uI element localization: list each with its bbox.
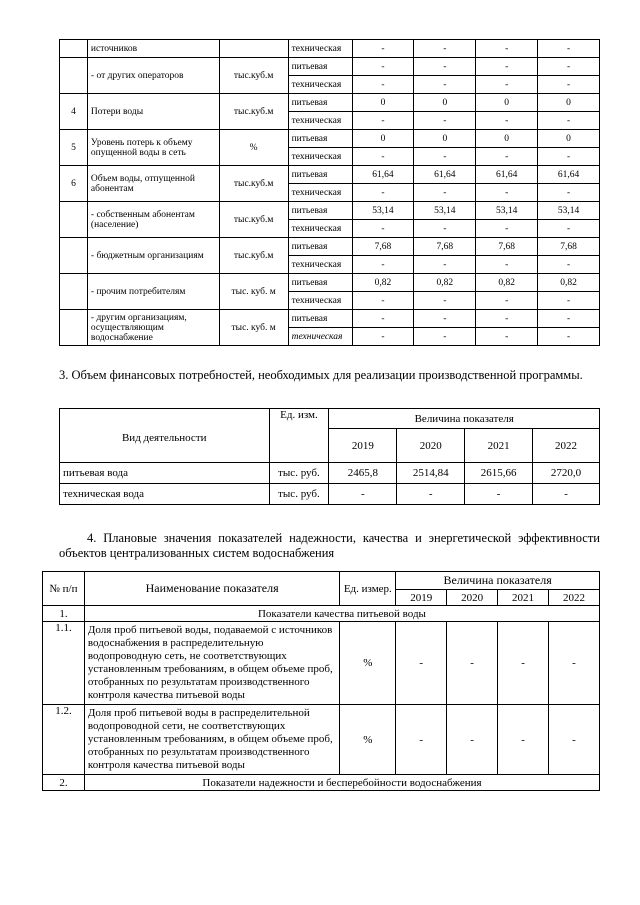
value-cell: - — [352, 292, 414, 310]
value-cell: - — [352, 112, 414, 130]
group-row — [43, 775, 600, 791]
value-cell: - — [397, 484, 465, 505]
year-header: 2022 — [549, 590, 600, 606]
table-row — [43, 622, 600, 705]
col-value-header: Величина показателя — [329, 409, 600, 429]
value-cell: 0 — [538, 130, 600, 148]
section3-heading: 3. Объем финансовых потребностей, необходимых для реализации производственной программы. — [59, 368, 583, 382]
value-cell: 0 — [352, 94, 414, 112]
table-row — [60, 94, 600, 112]
water-type-cell: техническая — [288, 112, 352, 130]
group-title: Показатели надежности и бесперебойности водоснабжения — [84, 775, 599, 791]
water-type-cell: техническая — [288, 292, 352, 310]
indicator-name: Доля проб питьевой воды в распределительной водопроводной сети, не соответствующих установленным требованиям, в общем объеме проб, отобранных по результатам производственного контроля качества питьевой воды — [84, 705, 339, 775]
value-cell: - — [352, 58, 414, 76]
indicators-table — [42, 571, 600, 791]
group-row — [43, 606, 600, 622]
row-num — [60, 58, 88, 94]
value-cell: - — [476, 76, 538, 94]
value-cell: - — [538, 256, 600, 274]
value-cell: - — [538, 220, 600, 238]
value-cell: - — [538, 40, 600, 58]
value-cell: - — [538, 292, 600, 310]
value-cell: 53,14 — [352, 202, 414, 220]
indicator-name: - другим организациям, осуществляющим водоснабжение — [87, 310, 219, 346]
value-cell: 0 — [476, 94, 538, 112]
value-cell: - — [538, 148, 600, 166]
value-cell: - — [396, 622, 447, 705]
value-cell: - — [352, 220, 414, 238]
table-row — [60, 58, 600, 76]
value-cell: - — [447, 705, 498, 775]
water-type-cell: техническая — [288, 184, 352, 202]
indicator-name: - от других операторов — [87, 58, 219, 94]
value-cell: - — [476, 328, 538, 346]
value-cell: - — [538, 58, 600, 76]
unit-cell: тыс. куб. м — [219, 274, 288, 310]
value-cell: 61,64 — [352, 166, 414, 184]
indicator-name: - бюджетным организациям — [87, 238, 219, 274]
water-type-cell: питьевая — [288, 58, 352, 76]
water-balance-table — [59, 39, 600, 346]
year-header: 2022 — [533, 429, 600, 463]
value-cell: - — [476, 184, 538, 202]
value-cell: - — [414, 220, 476, 238]
value-cell: 2720,0 — [533, 463, 600, 484]
value-cell: - — [476, 310, 538, 328]
value-cell: - — [352, 40, 414, 58]
table-row — [60, 274, 600, 292]
col-num-header: № п/п — [43, 572, 85, 606]
group-title: Показатели качества питьевой воды — [84, 606, 599, 622]
value-cell: 0 — [352, 130, 414, 148]
value-cell: 0,82 — [538, 274, 600, 292]
value-cell: - — [352, 310, 414, 328]
value-cell: 7,68 — [538, 238, 600, 256]
activity-name: техническая вода — [60, 484, 270, 505]
col-value-header: Величина показателя — [396, 572, 600, 590]
table-row — [60, 310, 600, 328]
value-cell: - — [352, 76, 414, 94]
row-num: 1.2. — [43, 705, 85, 775]
water-type-cell: техническая — [288, 40, 352, 58]
water-type-cell: питьевая — [288, 238, 352, 256]
group-num: 2. — [43, 775, 85, 791]
year-header: 2020 — [397, 429, 465, 463]
value-cell: - — [465, 484, 533, 505]
value-cell: - — [538, 328, 600, 346]
water-type-cell: питьевая — [288, 202, 352, 220]
row-num: 6 — [60, 166, 88, 202]
value-cell: - — [414, 112, 476, 130]
value-cell: - — [476, 112, 538, 130]
unit-cell: тыс.куб.м — [219, 58, 288, 94]
unit-cell: тыс.куб.м — [219, 202, 288, 238]
value-cell: 7,68 — [352, 238, 414, 256]
table-row — [60, 130, 600, 148]
indicator-name: Уровень потерь к объему опущенной воды в сеть — [87, 130, 219, 166]
row-num: 1.1. — [43, 622, 85, 705]
unit-cell: тыс.куб.м — [219, 166, 288, 202]
value-cell: - — [498, 705, 549, 775]
value-cell: 7,68 — [414, 238, 476, 256]
unit-cell: тыс.куб.м — [219, 238, 288, 274]
unit-cell: тыс. руб. — [269, 463, 329, 484]
value-cell: 0,82 — [476, 274, 538, 292]
value-cell: 2615,66 — [465, 463, 533, 484]
water-type-cell: техническая — [288, 148, 352, 166]
value-cell: - — [538, 184, 600, 202]
indicator-name: - собственным абонентам (население) — [87, 202, 219, 238]
value-cell: - — [352, 148, 414, 166]
value-cell: 61,64 — [414, 166, 476, 184]
value-cell: - — [498, 622, 549, 705]
value-cell: - — [476, 40, 538, 58]
value-cell: 7,68 — [476, 238, 538, 256]
indicator-name: Потери воды — [87, 94, 219, 130]
group-num: 1. — [43, 606, 85, 622]
indicator-name: - прочим потребителям — [87, 274, 219, 310]
value-cell: - — [396, 705, 447, 775]
activity-name: питьевая вода — [60, 463, 270, 484]
value-cell: - — [414, 40, 476, 58]
year-header: 2020 — [447, 590, 498, 606]
table-row — [60, 166, 600, 184]
value-cell: - — [414, 328, 476, 346]
indicator-name: источников — [87, 40, 219, 58]
unit-cell: % — [219, 130, 288, 166]
year-header: 2021 — [498, 590, 549, 606]
year-header: 2019 — [329, 429, 397, 463]
row-num — [60, 238, 88, 274]
value-cell: 53,14 — [414, 202, 476, 220]
value-cell: - — [329, 484, 397, 505]
row-num — [60, 202, 88, 238]
section4-heading: 4. Плановые значения показателей надежности, качества и энергетической эффективности объектов централизованных систем водоснабжения — [59, 531, 600, 560]
value-cell: - — [352, 256, 414, 274]
value-cell: - — [476, 58, 538, 76]
unit-cell: % — [340, 705, 396, 775]
value-cell: - — [476, 148, 538, 166]
value-cell: 0 — [414, 94, 476, 112]
value-cell: 0 — [414, 130, 476, 148]
col-activity-header: Вид деятельности — [60, 409, 270, 463]
unit-cell: тыс. руб. — [269, 484, 329, 505]
water-type-cell: питьевая — [288, 310, 352, 328]
water-type-cell: питьевая — [288, 274, 352, 292]
row-num — [60, 40, 88, 58]
unit-cell: % — [340, 622, 396, 705]
value-cell: 0,82 — [414, 274, 476, 292]
value-cell: - — [538, 76, 600, 94]
year-header: 2019 — [396, 590, 447, 606]
col-name-header: Наименование показателя — [84, 572, 339, 606]
col-unit-header: Ед. изм. — [269, 409, 329, 463]
value-cell: 61,64 — [538, 166, 600, 184]
row-num: 4 — [60, 94, 88, 130]
water-type-cell: техническая — [288, 220, 352, 238]
value-cell: - — [549, 622, 600, 705]
table-row — [43, 705, 600, 775]
table-row — [60, 40, 600, 58]
table-row — [60, 484, 600, 505]
value-cell: - — [414, 58, 476, 76]
water-type-cell: питьевая — [288, 166, 352, 184]
value-cell: 53,14 — [538, 202, 600, 220]
value-cell: - — [447, 622, 498, 705]
water-type-cell: техническая — [288, 256, 352, 274]
value-cell: 0 — [476, 130, 538, 148]
value-cell: - — [476, 256, 538, 274]
financial-needs-table — [59, 408, 600, 505]
value-cell: 0 — [538, 94, 600, 112]
water-balance-table-body — [60, 40, 600, 346]
water-type-cell: питьевая — [288, 94, 352, 112]
value-cell: - — [533, 484, 600, 505]
table-row — [60, 202, 600, 220]
water-type-cell: питьевая — [288, 130, 352, 148]
unit-cell — [219, 40, 288, 58]
indicator-name: Доля проб питьевой воды, подаваемой с источников водоснабжения в распределительную водопроводную сеть, не соответствующих установленным требованиям, в общем объеме проб, отобранных по результатам производственного контроля качества питьевой воды — [84, 622, 339, 705]
value-cell: - — [414, 310, 476, 328]
row-num: 5 — [60, 130, 88, 166]
table-row — [60, 463, 600, 484]
value-cell: 0,82 — [352, 274, 414, 292]
value-cell: - — [476, 220, 538, 238]
value-cell: 53,14 — [476, 202, 538, 220]
year-header: 2021 — [465, 429, 533, 463]
value-cell: - — [538, 310, 600, 328]
value-cell: - — [538, 112, 600, 130]
water-type-cell: техническая — [288, 76, 352, 94]
value-cell: - — [476, 292, 538, 310]
indicator-name: Объем воды, отпущенной абонентам — [87, 166, 219, 202]
value-cell: - — [549, 705, 600, 775]
value-cell: - — [352, 328, 414, 346]
col-unit-header: Ед. измер. — [340, 572, 396, 606]
value-cell: - — [414, 184, 476, 202]
row-num — [60, 310, 88, 346]
value-cell: - — [352, 184, 414, 202]
unit-cell: тыс.куб.м — [219, 94, 288, 130]
value-cell: - — [414, 148, 476, 166]
value-cell: - — [414, 256, 476, 274]
table-row — [60, 238, 600, 256]
value-cell: 61,64 — [476, 166, 538, 184]
unit-cell: тыс. куб. м — [219, 310, 288, 346]
row-num — [60, 274, 88, 310]
value-cell: - — [414, 292, 476, 310]
value-cell: 2514,84 — [397, 463, 465, 484]
value-cell: - — [414, 76, 476, 94]
water-type-cell: техническая — [288, 328, 352, 346]
value-cell: 2465,8 — [329, 463, 397, 484]
